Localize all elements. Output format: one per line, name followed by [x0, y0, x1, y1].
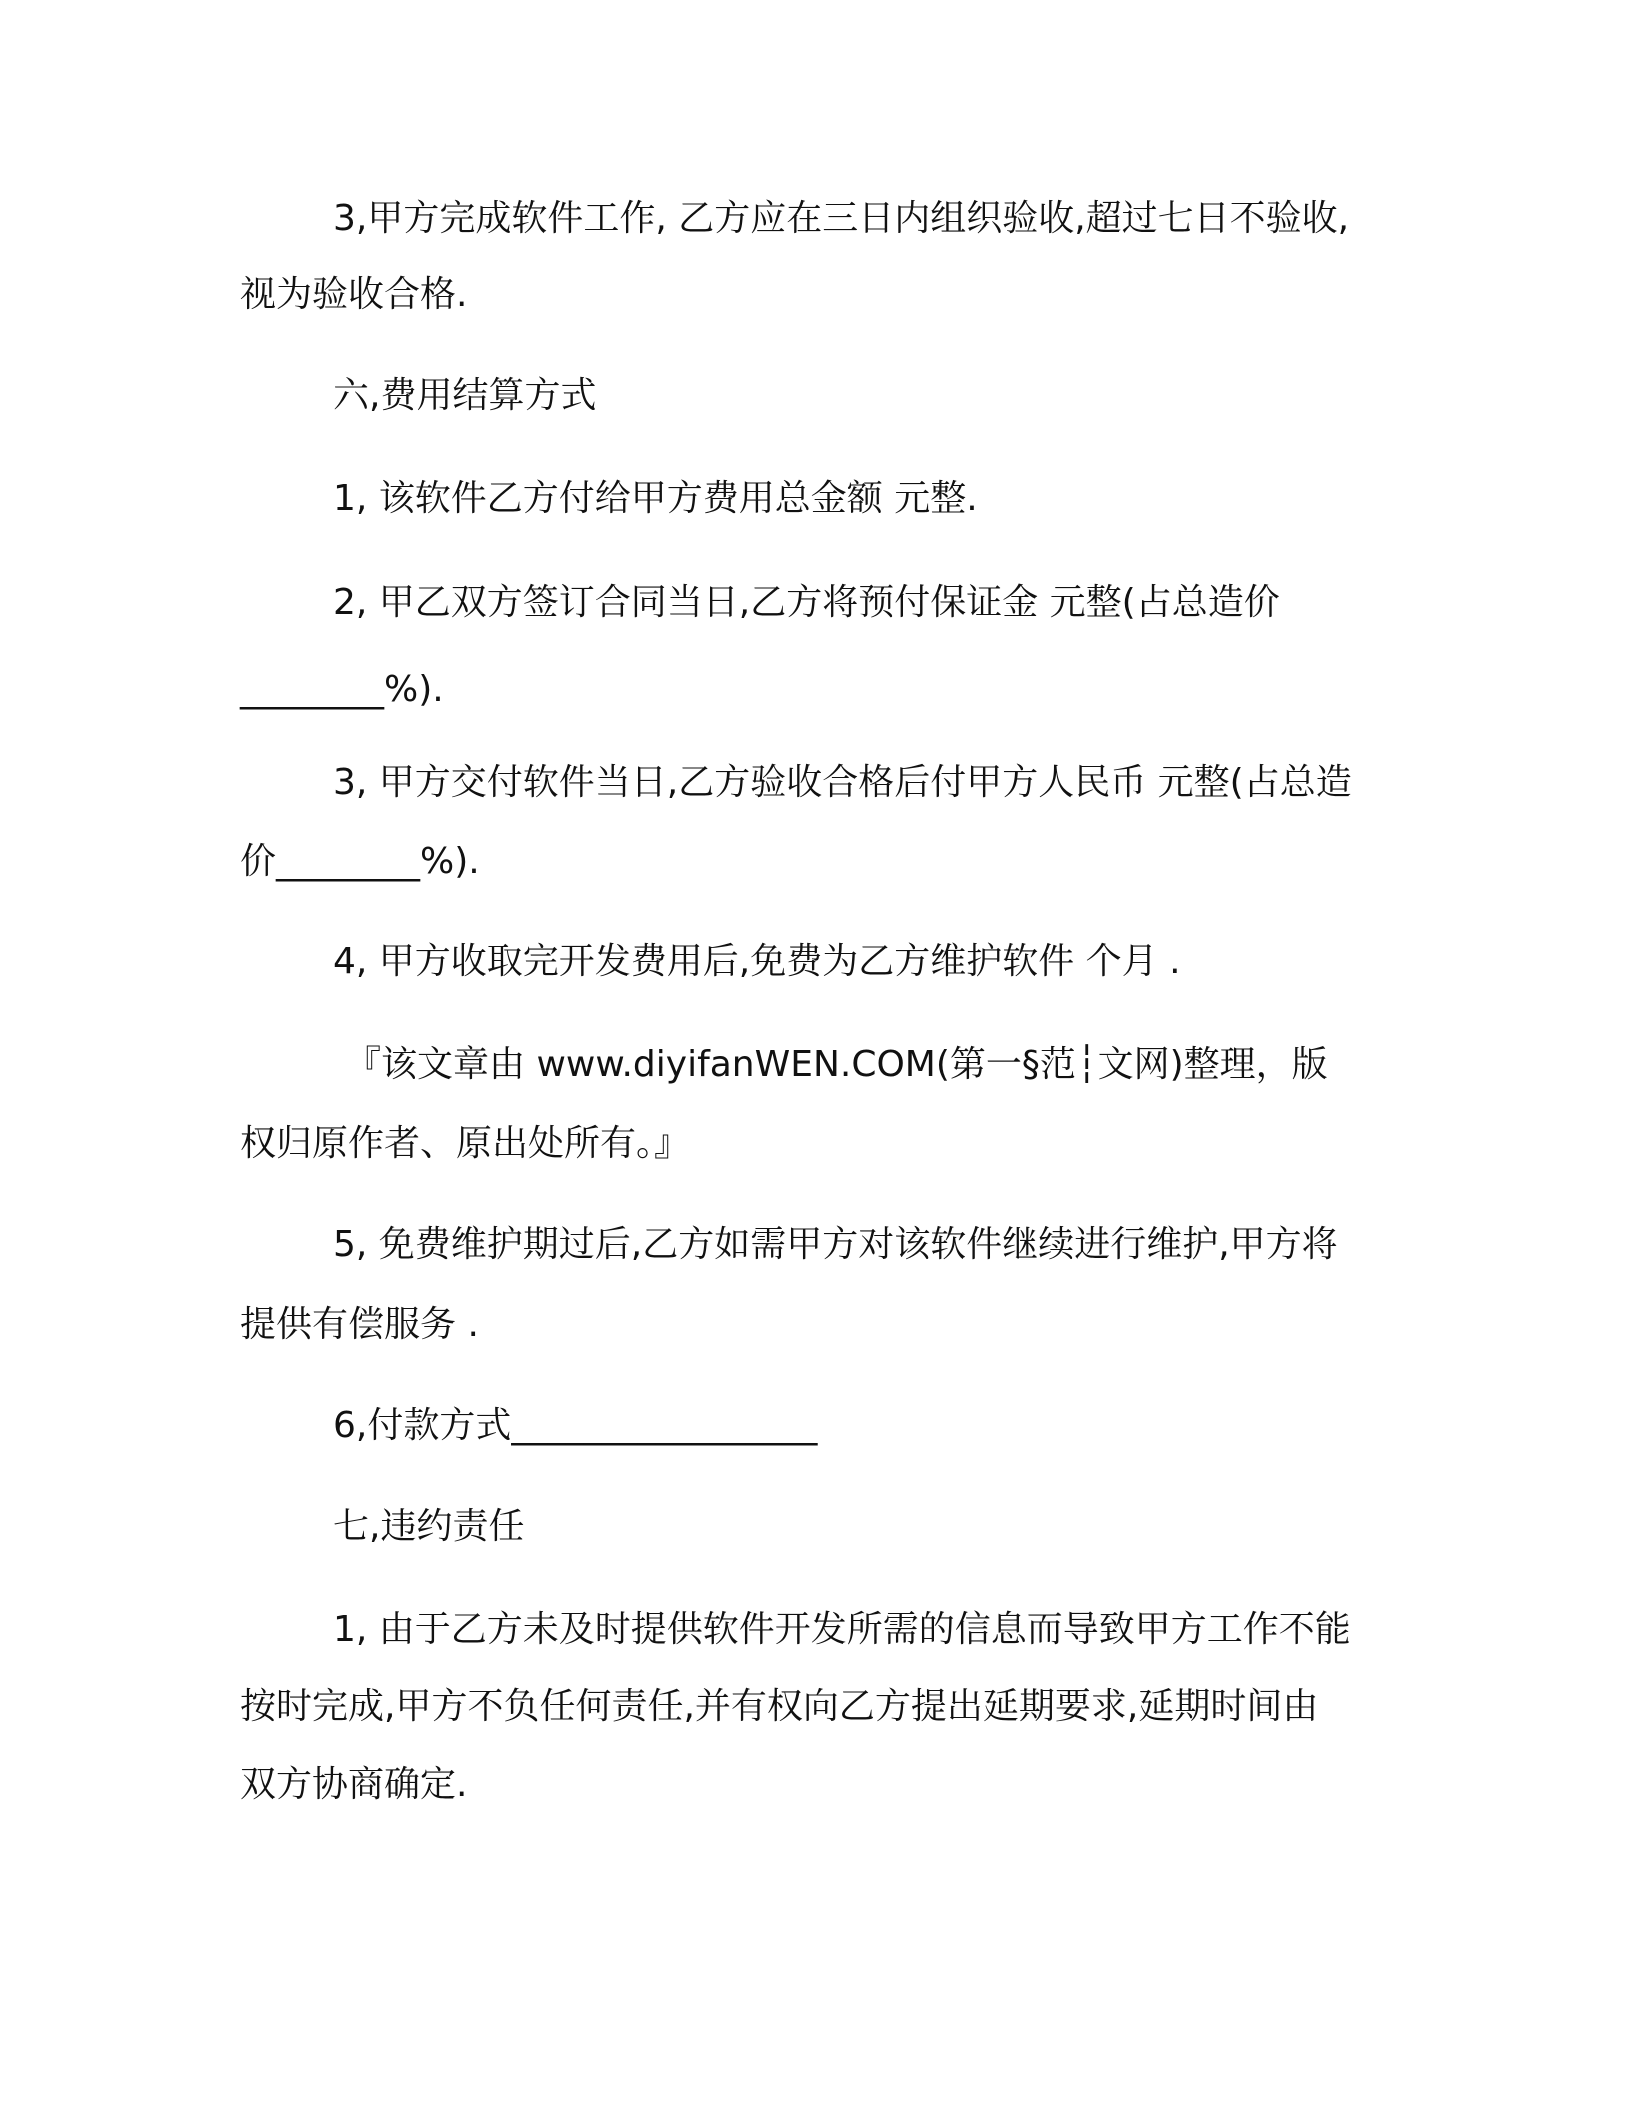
paragraph-line: 6,付款方式_________________ [333, 1405, 818, 1446]
section-heading: 七,违约责任 [333, 1506, 525, 1547]
paragraph-line: ________%). [240, 669, 444, 710]
watermark-line: 权归原作者、原出处所有。』 [240, 1123, 691, 1164]
paragraph-line: 5, 免费维护期过后,乙方如需甲方对该软件继续进行维护,甲方将 [333, 1224, 1338, 1265]
paragraph-line: 视为验收合格. [240, 274, 468, 315]
paragraph-line: 1, 该软件乙方付给甲方费用总金额 元整. [333, 478, 978, 519]
paragraph-line: 3, 甲方交付软件当日,乙方验收合格后付甲方人民币 元整(占总造 [333, 762, 1352, 803]
watermark-line: 『该文章由 www.diyifanWEN.COM(第一§范┆文网)整理，版 [345, 1044, 1328, 1085]
paragraph-line: 按时完成,甲方不负任何责任,并有权向乙方提出延期要求,延期时间由 [240, 1686, 1319, 1727]
section-heading: 六,费用结算方式 [333, 375, 597, 416]
paragraph-line: 4, 甲方收取完开发费用后,免费为乙方维护软件 个月 . [333, 941, 1181, 982]
paragraph-line: 3,甲方完成软件工作, 乙方应在三日内组织验收,超过七日不验收, [333, 198, 1350, 239]
paragraph-line: 1, 由于乙方未及时提供软件开发所需的信息而导致甲方工作不能 [333, 1609, 1351, 1650]
paragraph-line: 价________%). [240, 841, 480, 882]
paragraph-line: 2, 甲乙双方签订合同当日,乙方将预付保证金 元整(占总造价 [333, 582, 1280, 623]
paragraph-line: 双方协商确定. [240, 1764, 468, 1805]
paragraph-line: 提供有偿服务 . [240, 1304, 479, 1345]
